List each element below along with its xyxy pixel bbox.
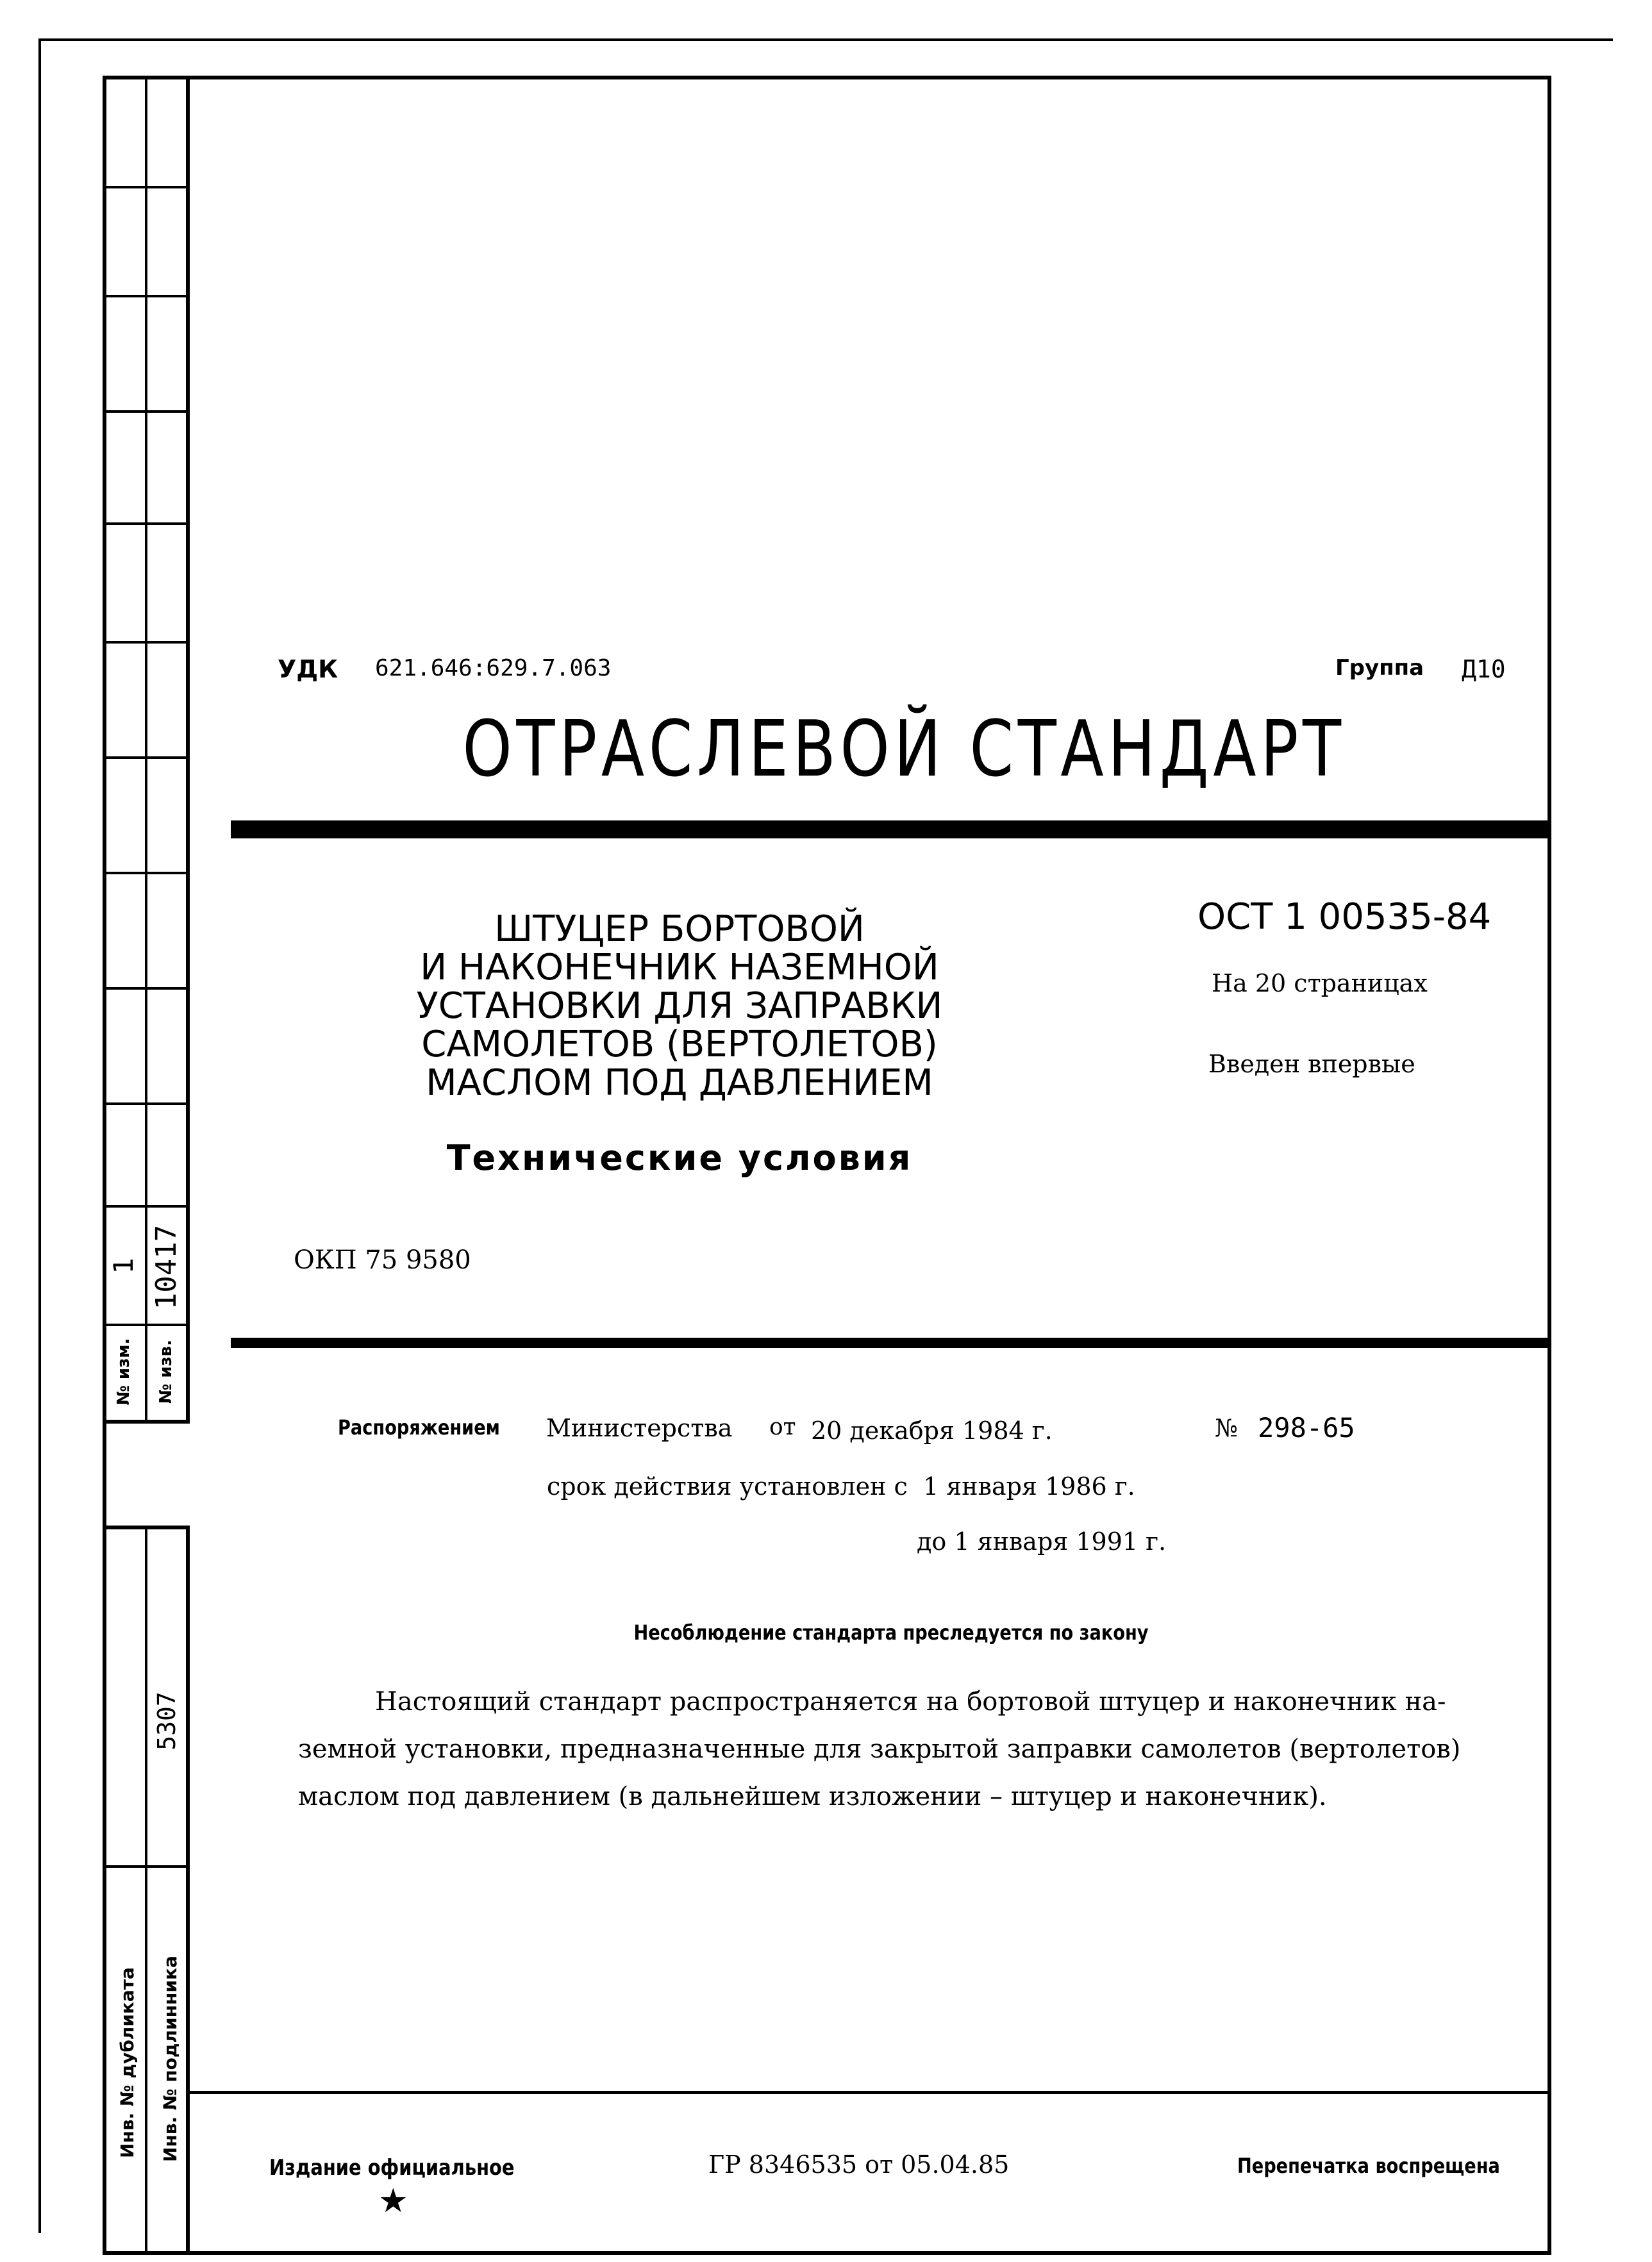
decree-label: Распоряжением (338, 1415, 500, 1440)
page-count: На 20 страницах (1212, 969, 1428, 997)
scope-line: Настоящий стандарт распространяется на бортовой штуцер и наконечник на- (375, 1687, 1446, 1717)
sidebar-rule (103, 1865, 190, 1868)
top-rule (231, 820, 1551, 838)
title-line: САМОЛЕТОВ (ВЕРТОЛЕТОВ) (421, 1024, 938, 1065)
group-value: Д10 (1462, 655, 1506, 683)
title-line: И НАКОНЕЧНИК НАЗЕМНОЙ (420, 947, 939, 988)
scope-line: земной установки, предназначенные для закрытой заправки самолетов (вертолетов) (298, 1734, 1461, 1764)
star-icon: ★ (378, 2182, 408, 2220)
sidebar-rule (103, 410, 190, 413)
sidebar-izm-value: 1 (108, 1258, 139, 1274)
sidebar-izm-label: № изм. (114, 1338, 133, 1406)
reprint-notice: Перепечатка воспрещена (1237, 2154, 1500, 2178)
sidebar-rule (103, 1324, 190, 1326)
standard-number: ОСТ 1 00535-84 (1197, 896, 1492, 938)
okp-code: ОКП 75 9580 (294, 1245, 471, 1275)
sidebar-orig-label: Инв. № подлинника (160, 1956, 181, 2162)
decree-number-label: № (1215, 1414, 1238, 1442)
sidebar-upper-divider (145, 76, 147, 1422)
sidebar-izv-value: 10417 (150, 1224, 183, 1310)
scope-paragraph (298, 1678, 1529, 1820)
doc-type-heading: ОТРАСЛЕВОЙ СТАНДАРТ (462, 705, 1346, 794)
official-edition: Издание официальное (269, 2155, 515, 2181)
decree-date: 20 декабря 1984 г. (811, 1417, 1053, 1445)
udk-label: УДК (278, 655, 338, 683)
sidebar-rule (103, 872, 190, 874)
standard-subtitle: Технические условия (446, 1138, 913, 1178)
sidebar-rule (103, 295, 190, 297)
sidebar-rule (103, 1205, 190, 1208)
sidebar-orig-value: 5307 (153, 1692, 181, 1751)
title-line: ШТУЦЕР БОРТОВОЙ (494, 908, 865, 950)
sidebar-rule (103, 186, 190, 188)
sidebar-dup-label: Инв. № дубликата (117, 1967, 138, 2158)
decree-issuer: Министерства (546, 1414, 733, 1442)
sidebar-rule (103, 987, 190, 990)
middle-rule (231, 1338, 1551, 1348)
sidebar-rule (103, 522, 190, 525)
title-line: УСТАНОВКИ ДЛЯ ЗАПРАВКИ (416, 985, 943, 1027)
title-line: МАСЛОМ ПОД ДАВЛЕНИЕМ (426, 1062, 933, 1104)
group-label: Группа (1335, 655, 1424, 681)
sidebar-lower-divider (145, 1526, 147, 2255)
sidebar-izv-label: № изв. (156, 1340, 176, 1404)
footer-rule (190, 2091, 1551, 2094)
gr-registration: ГР 8346535 от 05.04.85 (708, 2150, 1010, 2179)
validity-from: срок действия установлен с 1 января 1986 г. (547, 1472, 1135, 1501)
validity-to: до 1 января 1991 г. (917, 1527, 1167, 1556)
sidebar-rule (103, 1420, 190, 1424)
sidebar-rule (103, 1102, 190, 1105)
sidebar-rule (103, 756, 190, 759)
decree-number: 298-65 (1258, 1412, 1355, 1443)
legal-warning: Несоблюдение стандарта преследуется по закону (633, 1620, 1149, 1645)
sidebar-rule (103, 641, 190, 644)
standard-title (359, 910, 1000, 1102)
scope-line: маслом под давлением (в дальнейшем изложении – штуцер и наконечник). (298, 1782, 1327, 1811)
introduction-status: Введен впервые (1208, 1050, 1415, 1078)
decree-from-label: от (769, 1414, 796, 1440)
udk-value: 621.646:629.7.063 (375, 655, 612, 681)
